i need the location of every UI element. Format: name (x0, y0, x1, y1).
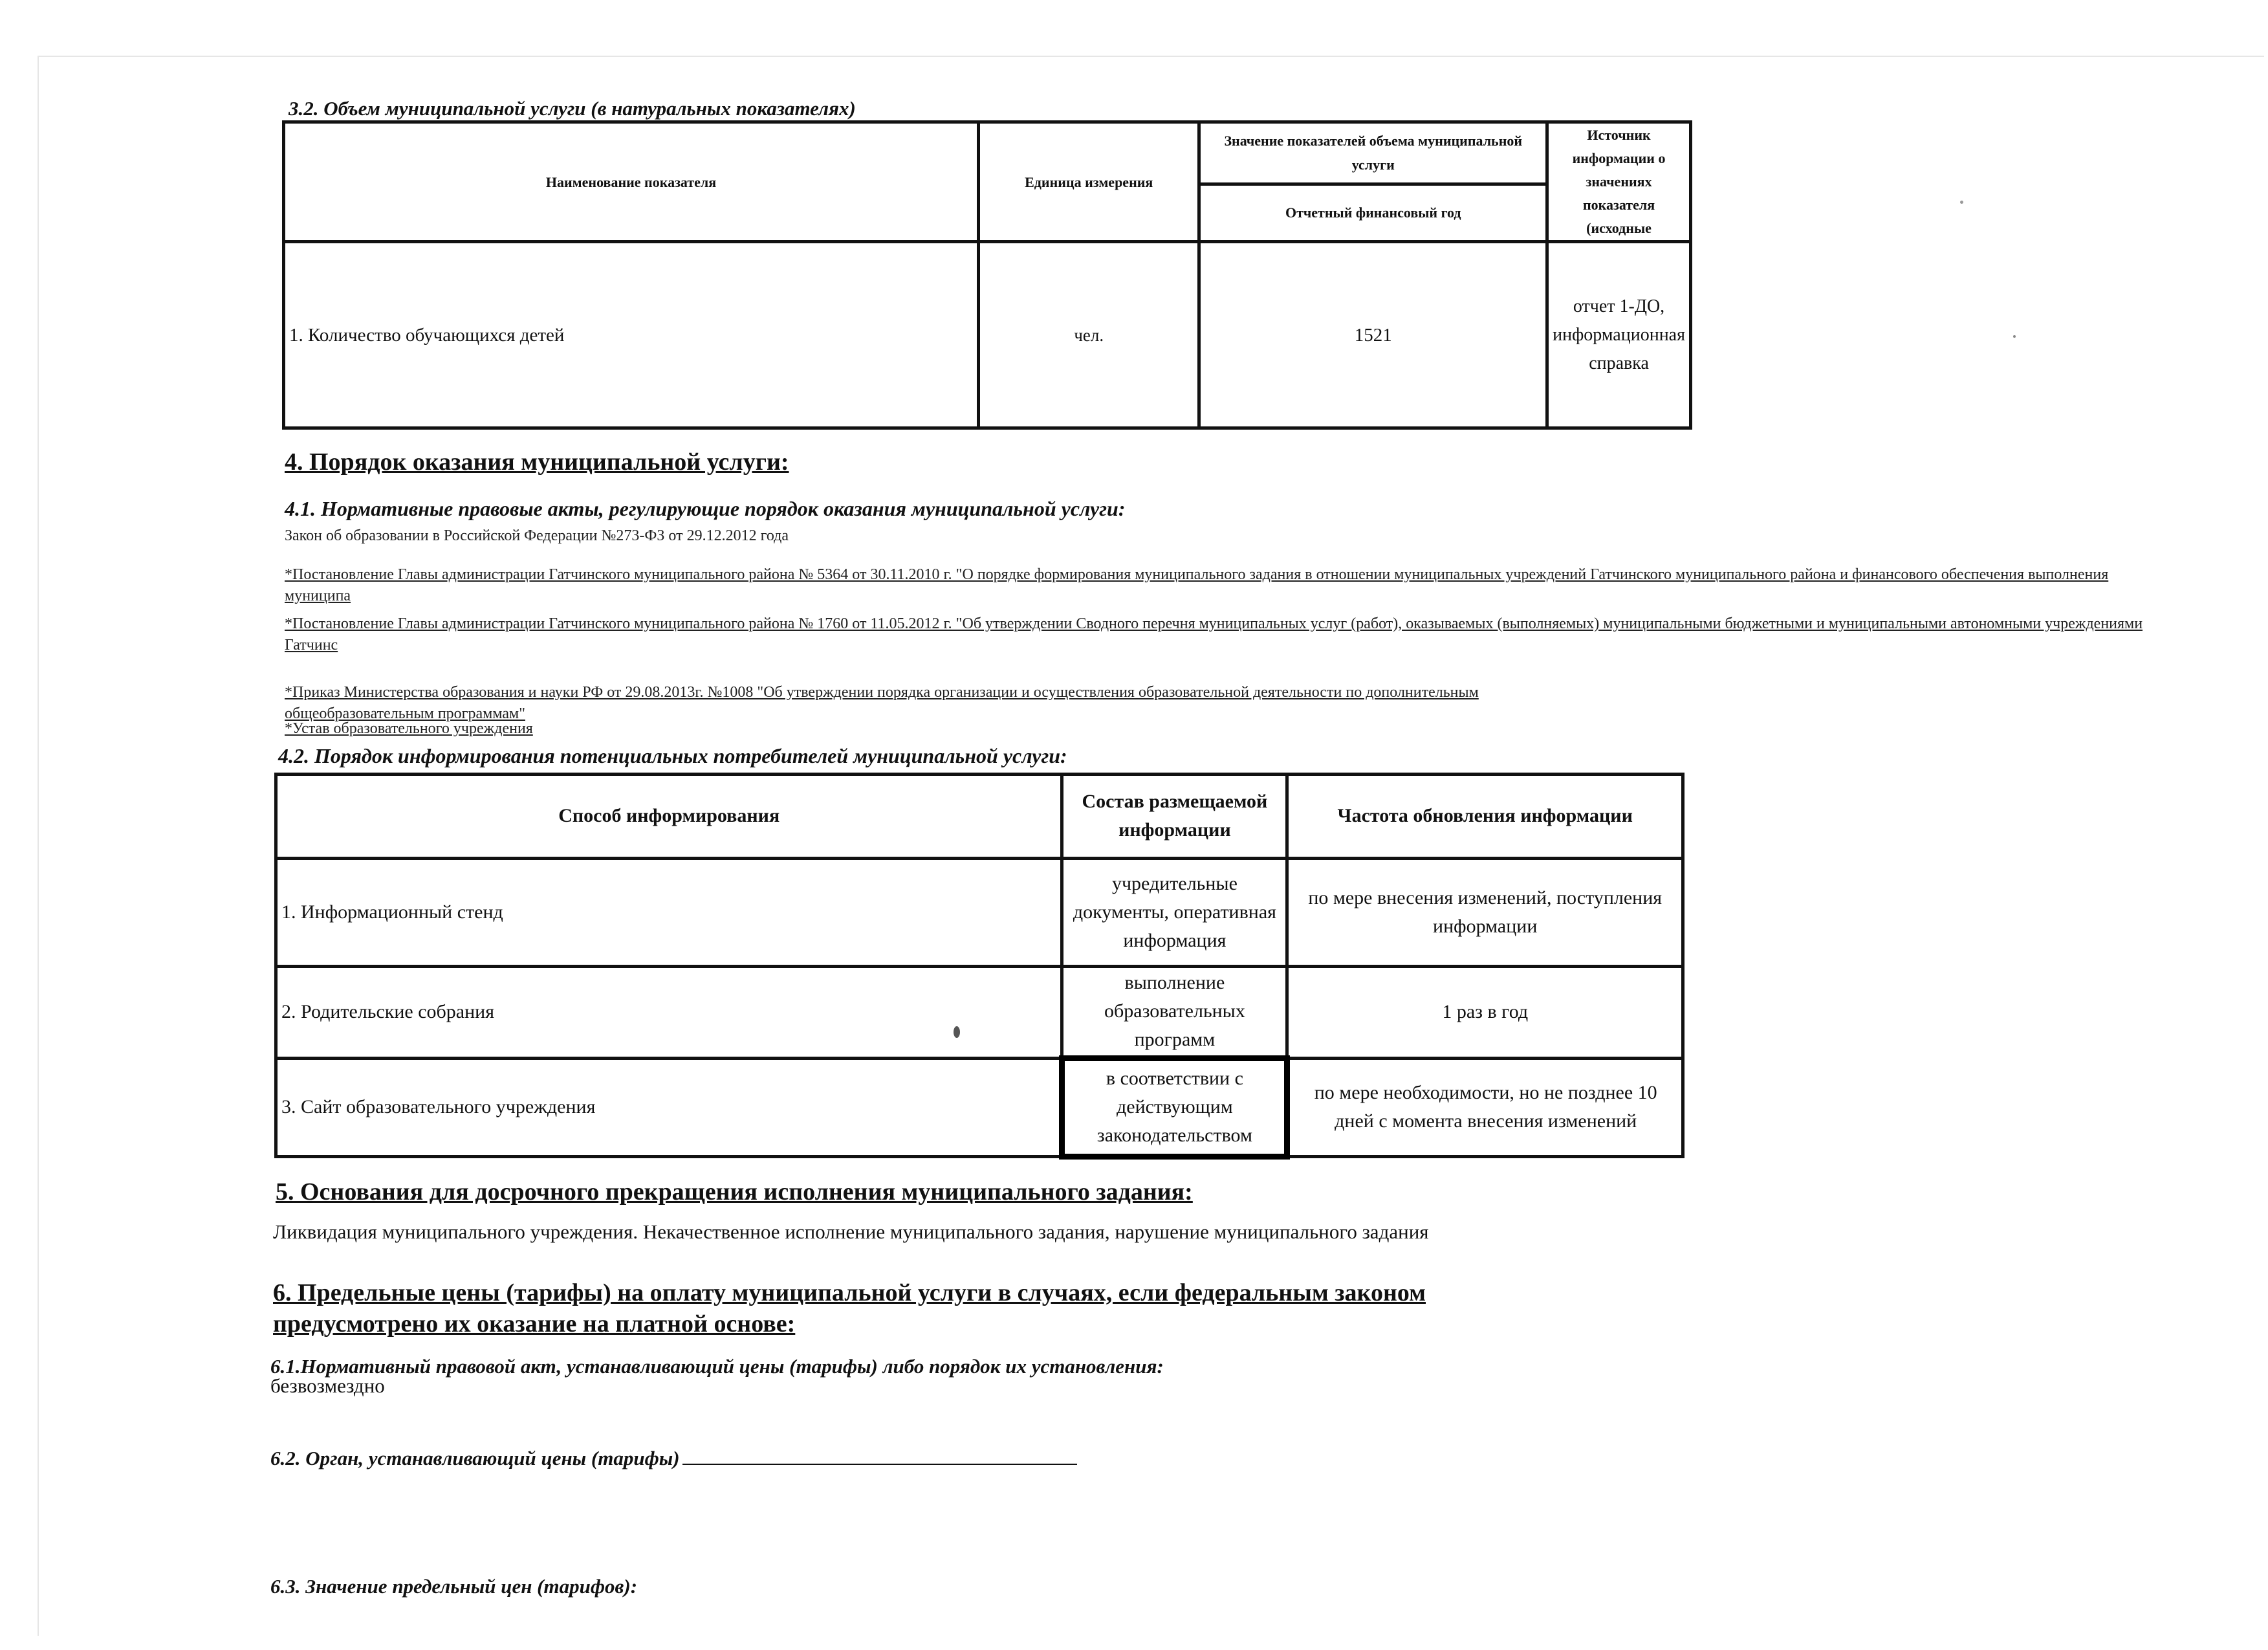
section-6-2-row (270, 1444, 1077, 1470)
section-6-2-title: 6.2. Орган, устанавливающий цены (тарифы) (270, 1447, 680, 1469)
row-name: 1. Количество обучающихся детей (284, 242, 979, 428)
table-row (284, 242, 1691, 428)
informing-table (274, 773, 1685, 1160)
row-frequency: по мере необходимости, но не позднее 10 дней с момента внесения изменений (1287, 1058, 1683, 1156)
legal-act: *Устав образовательного учреждения (285, 720, 533, 737)
row-source: отчет 1-ДО, информационная справка (1547, 242, 1691, 428)
col-header-unit: Единица измерения (979, 122, 1199, 242)
section-6-heading-line2: предусмотрено их оказание на платной основе: (273, 1310, 796, 1337)
row-content: выполнение образовательных программ (1062, 966, 1287, 1058)
col-header-frequency: Частота обновления информации (1287, 775, 1683, 859)
scan-speck (954, 1026, 960, 1038)
legal-act: *Приказ Министерства образования и науки РФ от 29.08.2013г. №1008 "Об утверждении порядка организации и осуществления образовательной деятельности по дополнительным общеобразовательным программам" (285, 684, 1479, 722)
row-value: 1521 (1199, 242, 1547, 428)
row-frequency: 1 раз в год (1287, 966, 1683, 1058)
section-5-text: Ликвидация муниципального учреждения. Некачественное исполнение муниципального задания, нарушение муниципального задания (273, 1220, 1429, 1243)
section-6-3-title: 6.3. Значение предельный цен (тарифов): (270, 1575, 638, 1598)
row-content: учредительные документы, оперативная информация (1062, 858, 1287, 966)
col-header-source: Источник информации о значениях показателя (исходные (1547, 122, 1691, 242)
section-5-heading: 5. Основания для досрочного прекращения исполнения муниципального задания: (276, 1178, 1193, 1205)
col-header-content: Состав размещаемой информации (1062, 775, 1287, 859)
table-row (276, 966, 1683, 1058)
legal-act: *Постановление Главы администрации Гатчинского муниципального района № 1760 от 11.05.2012 г. "Об утверждении Сводного перечня муниципальных услуг (работ), оказываемых (выполняемых) муниципальными бюджетными и муниципальными автономными учреждениями Гатчинс (285, 615, 2143, 654)
section-3-2-title: 3.2. Объем муниципальной услуги (в натуральных показателях) (289, 97, 856, 120)
blank-fill-line (682, 1444, 1077, 1465)
row-method: 2. Родительские собрания (276, 966, 1062, 1058)
section-4-heading: 4. Порядок оказания муниципальной услуги: (285, 448, 789, 476)
section-6-heading-line1: 6. Предельные цены (тарифы) на оплату муниципальной услуги в случаях, если федеральным законом (273, 1279, 1426, 1306)
col-header-method: Способ информирования (276, 775, 1062, 859)
row-unit: чел. (979, 242, 1199, 428)
col-header-value-group: Значение показателей объема муниципальной услуги (1199, 122, 1547, 184)
legal-act: *Постановление Главы администрации Гатчинского муниципального района № 5364 от 30.11.2010 г. "О порядке формирования муниципального задания в отношении муниципальных учреждений Гатчинского муниципального района и финансового обеспечения выполнения муниципа (285, 566, 2109, 604)
col-header-name: Наименование показателя (284, 122, 979, 242)
section-4-1-title: 4.1. Нормативные правовые акты, регулирующие порядок оказания муниципальной услуги: (285, 497, 1126, 520)
volume-table (282, 120, 1692, 430)
table-row (276, 1058, 1683, 1156)
scan-speck (2013, 335, 2016, 338)
legal-act: Закон об образовании в Российской Федерации №273-ФЗ от 29.12.2012 года (285, 527, 789, 544)
row-method: 3. Сайт образовательного учреждения (276, 1058, 1062, 1156)
section-6-1-title: 6.1.Нормативный правовой акт, устанавливающий цены (тарифы) либо порядок их установления: (270, 1355, 1164, 1378)
row-frequency: по мере внесения изменений, поступления информации (1287, 858, 1683, 966)
section-4-2-title: 4.2. Порядок информирования потенциальных потребителей муниципальной услуги: (278, 744, 1067, 767)
col-header-value-sub: Отчетный финансовый год (1199, 184, 1547, 241)
table-row (276, 858, 1683, 966)
row-content: в соответствии с действующим законодательством (1062, 1058, 1287, 1156)
scan-speck (1960, 201, 1963, 204)
section-6-1-value: безвозмездно (270, 1374, 385, 1397)
row-method: 1. Информационный стенд (276, 858, 1062, 966)
